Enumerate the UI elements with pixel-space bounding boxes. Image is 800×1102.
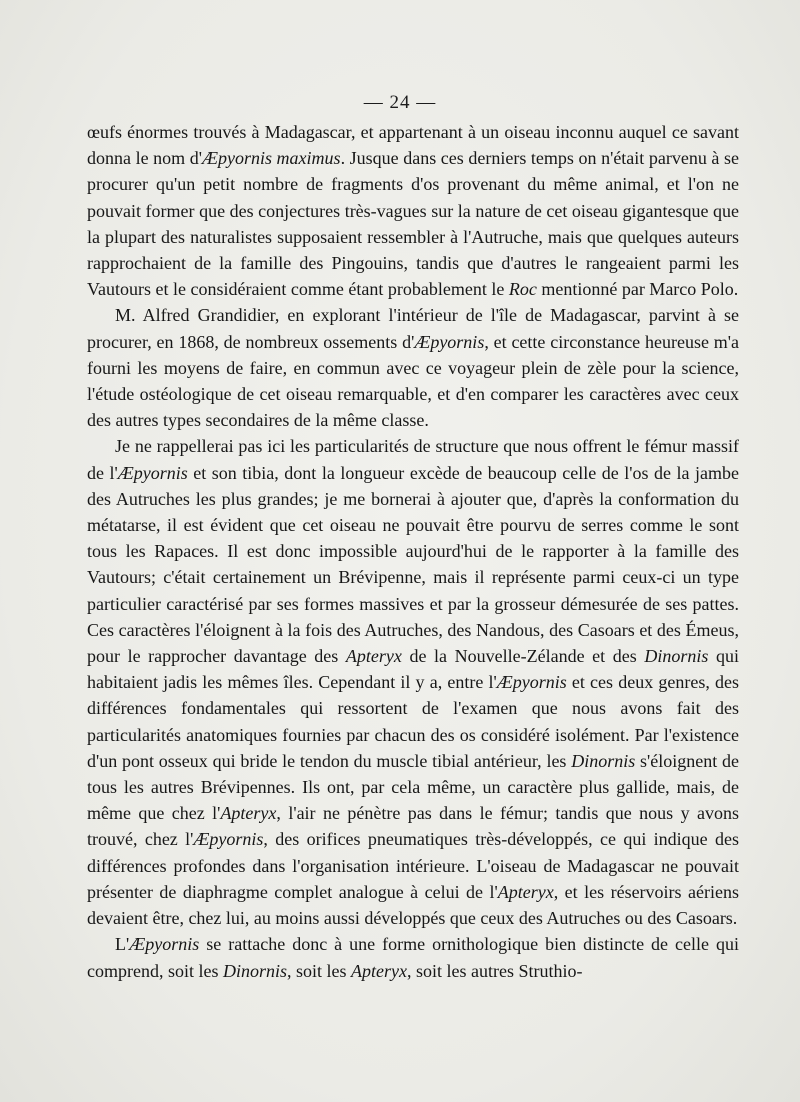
paragraph bbox=[87, 433, 739, 931]
text-run: . Jusque dans ces derniers temps on n'était parvenu à se procurer qu'un petit nombre de fragments d'os provenant du même animal, et l'on ne pouvait former que des conjectures très-vagues sur la nature de cet oiseau gigantesque que la plupart des naturalistes supposaient ressembler à l'Autruche, mais que quelques auteurs rapprochaient de la famille des Pingouins, tandis que d'autres le rangeaient parmi les Vautours et le considéraient comme étant probablement le bbox=[87, 148, 739, 300]
text-run: L' bbox=[115, 934, 130, 955]
paragraph bbox=[87, 931, 739, 983]
text-run: qui habitaient jadis les mêmes îles. Cependant il y a, entre l' bbox=[87, 646, 739, 693]
italic-term: Roc bbox=[508, 279, 537, 300]
italic-term: Dinornis bbox=[644, 646, 709, 667]
text-run: M. Alfred Grandidier, en explorant l'intérieur de l'île de Madagascar, parvint à se procurer, en 1868, de nombreux ossements d' bbox=[87, 305, 739, 352]
italic-term: Apteryx bbox=[497, 881, 554, 902]
paragraph bbox=[87, 119, 739, 302]
italic-term: Æpyornis bbox=[129, 934, 200, 955]
italic-term: Æpyornis maximus bbox=[201, 148, 341, 169]
italic-term: Dinornis bbox=[571, 750, 636, 771]
italic-term: Apteryx bbox=[220, 803, 277, 824]
text-run: œufs énormes trouvés à Madagascar, et appartenant à un oiseau inconnu auquel ce savant donna le nom d' bbox=[87, 122, 739, 169]
text-run: , des orifices pneumatiques très-développés, ce qui indique des différences profondes dans l'organisation intérieure. L'oiseau de Madagascar ne pouvait présenter de diaphragme complet analogue à celui de l' bbox=[87, 829, 739, 902]
text-run: s'éloignent de tous les autres Brévipennes. Ils ont, par cela même, un caractère plus gallide, mais, de même que chez l' bbox=[87, 750, 740, 824]
text-run: , soit les autres Struthio- bbox=[406, 960, 583, 981]
italic-term: Æpyornis bbox=[193, 829, 264, 850]
text-run: se rattache donc à une forme ornithologique bien distincte de celle qui comprend, soit les bbox=[87, 934, 739, 981]
italic-term: Dinornis bbox=[222, 960, 287, 981]
text-run: et ces deux genres, des différences fondamentales qui ressortent de l'examen que nous avons fait des particularités anatomiques fournies par chacun des os considéré isolément. Par l'existence d'un pont osseux qui bride le tendon du muscle tibial antérieur, les bbox=[87, 672, 739, 771]
body-text bbox=[87, 119, 739, 984]
text-run: Je ne rappellerai pas ici les particularités de structure que nous offrent le fémur massif de l' bbox=[87, 436, 739, 483]
text-run: mentionné par Marco Polo. bbox=[536, 279, 739, 300]
italic-term: Apteryx bbox=[351, 960, 407, 981]
text-run: et son tibia, dont la longueur excède de beaucoup celle de l'os de la jambe des Autruches les plus grandes; je me bornerai à ajouter que, d'après la conformation du métatarse, il est évident que cet oiseau ne pouvait être pourvu de serres comme le sont tous les Rapaces. Il est donc impossible aujourd'hui de le rapporter à la famille des Vautours; c'était certainement un Brévipenne, mais il représente parmi ceux-ci un type particulier caractérisé par ses formes massives et par la grosseur démesurée de ses pattes. Ces caractères l'éloignent à la fois des Autruches, des Nandous, des Casoars et des Émeus, pour le rapprocher davantage des bbox=[87, 462, 740, 667]
text-run: , l'air ne pénètre pas dans le fémur; tandis que nous y avons trouvé, chez l' bbox=[87, 803, 740, 850]
text-run: , soit les bbox=[287, 960, 352, 981]
italic-term: Æpyornis bbox=[496, 672, 567, 693]
page-number: — 24 — bbox=[363, 92, 437, 113]
paragraph bbox=[87, 302, 739, 433]
text-run: , et les réservoirs aériens devaient être, chez lui, au moins aussi développés que ceux des Autruches ou des Casoars. bbox=[87, 881, 739, 929]
italic-term: Apteryx bbox=[345, 646, 402, 667]
italic-term: Æpyornis bbox=[117, 462, 188, 483]
text-run: , et cette circonstance heureuse m'a fourni les moyens de faire, en commun avec ce voyageur plein de zèle pour la science, l'étude ostéologique de cet oiseau remarquable, et d'en comparer les caractères avec ceux des autres types secondaires de la même classe. bbox=[87, 331, 739, 431]
italic-term: Æpyornis bbox=[414, 331, 485, 352]
text-run: de la Nouvelle-Zélande et des bbox=[401, 646, 645, 667]
